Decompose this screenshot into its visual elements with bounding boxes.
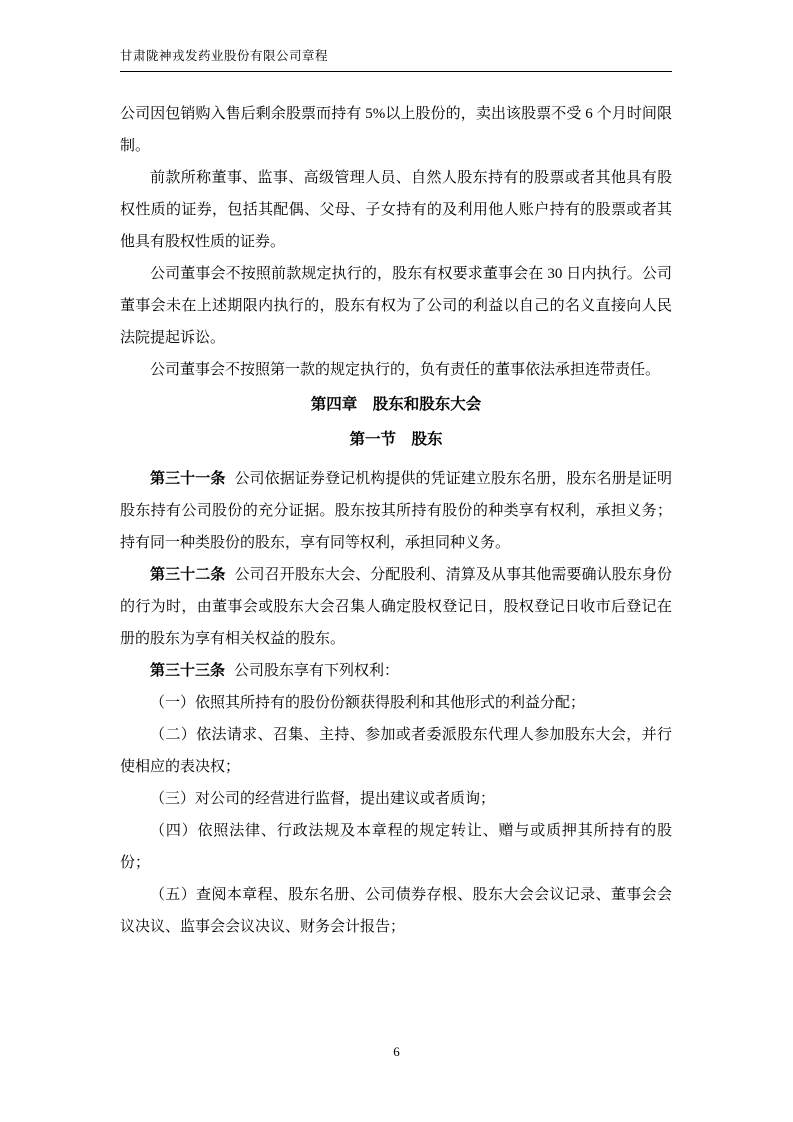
- list-item: （三）对公司的经营进行监督，提出建议或者质询；: [150, 791, 496, 807]
- page-footer: [0, 1044, 793, 1060]
- page-header: [120, 46, 672, 72]
- paragraph: 前款所称董事、监事、高级管理人员、自然人股东持有的股票或者其他具有股权性质的证券，包括其配偶、父母、子女持有的及利用他人账户持有的股票或者其他具有股权性质的证券。: [120, 170, 672, 250]
- article-text: 公司股东享有下列权利：: [234, 663, 400, 679]
- article-paragraph: [120, 463, 672, 559]
- page-content: [120, 46, 672, 943]
- list-item: （一）依照其所持有的股份份额获得股利和其他形式的利益分配；: [150, 695, 586, 711]
- article-paragraph: [120, 655, 672, 687]
- paragraph: 公司董事会不按照前款规定执行的，股东有权要求董事会在 30 日内执行。公司董事会未在上述期限内执行的，股东有权为了公司的利益以自己的名义直接向人民法院提起诉讼。: [120, 266, 672, 346]
- section-heading: 第一节 股东: [349, 431, 443, 448]
- article-label: 第三十三条: [150, 662, 226, 679]
- chapter-heading: 第四章 股东和股东大会: [310, 396, 482, 413]
- page-number: 6: [393, 1044, 400, 1059]
- article-label: 第三十一条: [150, 470, 226, 487]
- header-title: 甘肃陇神戎发药业股份有限公司章程: [120, 49, 329, 63]
- paragraph: 公司因包销购入售后剩余股票而持有 5%以上股份的，卖出该股票不受 6 个月时间限制。: [120, 106, 672, 154]
- article-text: 公司依据证券登记机构提供的凭证建立股东名册，股东名册是证明股东持有公司股份的充分证据。股东按其所持有股份的种类享有权利，承担义务；持有同一种类股份的股东，享有同等权利，承担同种义务。: [120, 471, 672, 551]
- list-item: （四）依照法律、行政法规及本章程的规定转让、赠与或质押其所持有的股份；: [120, 823, 672, 871]
- list-item: （五）查阅本章程、股东名册、公司债券存根、股东大会会议记录、董事会会议决议、监事会会议决议、财务会计报告；: [120, 887, 672, 935]
- list-item: （二）依法请求、召集、主持、参加或者委派股东代理人参加股东大会，并行使相应的表决权；: [120, 727, 672, 775]
- article-label: 第三十二条: [150, 566, 226, 583]
- article-paragraph: [120, 559, 672, 655]
- paragraph: 公司董事会不按照第一款的规定执行的，负有责任的董事依法承担连带责任。: [150, 362, 661, 378]
- article-text: 公司召开股东大会、分配股利、清算及从事其他需要确认股东身份的行为时，由董事会或股东大会召集人确定股权登记日，股权登记日收市后登记在册的股东为享有相关权益的股东。: [120, 567, 672, 647]
- document-body: [120, 98, 672, 943]
